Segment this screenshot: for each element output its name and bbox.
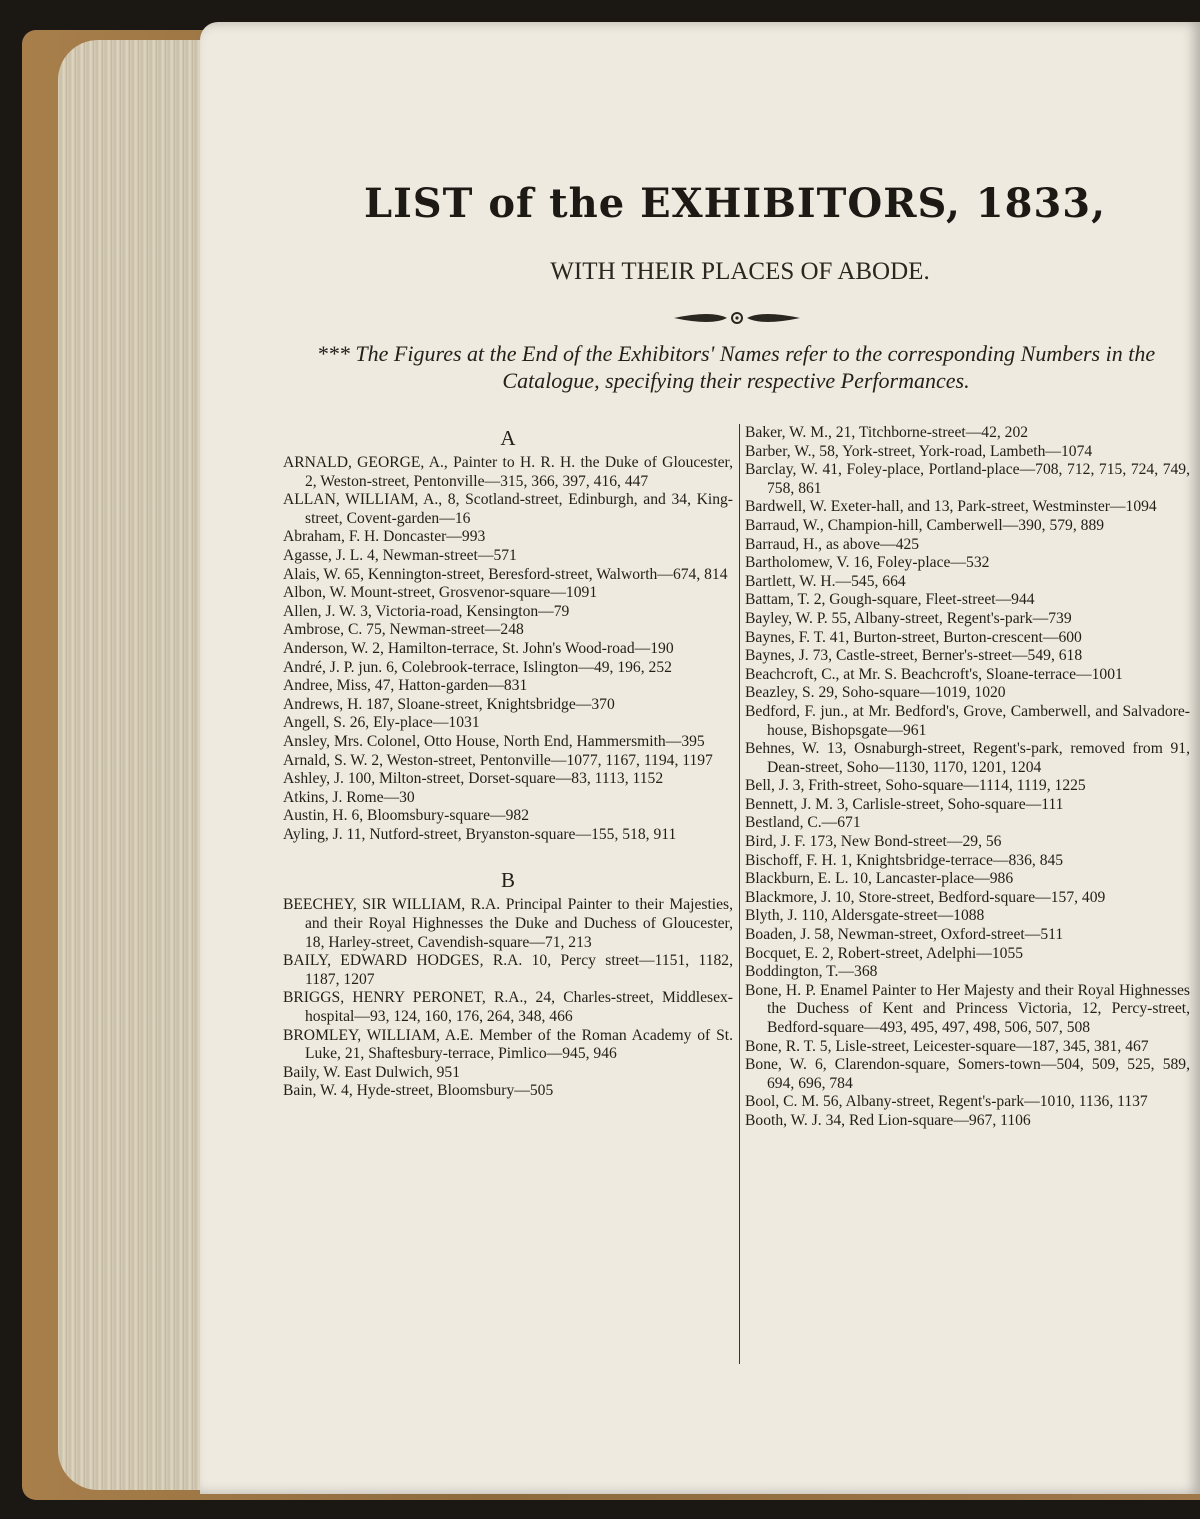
exhibitor-entry: Barber, W., 58, York-street, York-road, Lambeth—1074: [745, 442, 1093, 460]
exhibitor-entry: Bone, W. 6, Clarendon-square, Somers-town—504, 509, 525, 589, 694, 696, 784: [745, 1056, 1190, 1092]
page-title: LIST of the EXHIBITORS, 1833,: [363, 180, 1107, 227]
exhibitor-entry: Baker, W. M., 21, Titchborne-street—42, 202: [745, 424, 1029, 441]
exhibitor-entry: BEECHEY, SIR WILLIAM, R.A. Principal Painter to their Majesties, and their Royal Highnesses the Duke and Duchess of Gloucester, 18, Harley-street, Cavendish-square—71, 213: [283, 896, 733, 951]
exhibitor-entry: Allen, J. W. 3, Victoria-road, Kensington—79: [283, 602, 570, 620]
left-column: [283, 424, 733, 1101]
exhibitor-entry: Agasse, J. L. 4, Newman-street—571: [283, 546, 517, 564]
exhibitor-entry: Bird, J. F. 173, New Bond-street—29, 56: [745, 833, 1002, 851]
exhibitor-entry: Barraud, W., Champion-hill, Camberwell—390, 579, 889: [745, 516, 1105, 534]
exhibitor-entry: Abraham, F. H. Doncaster—993: [283, 528, 486, 546]
exhibitor-entry: Blyth, J. 110, Aldersgate-street—1088: [745, 907, 985, 925]
exhibitor-entry: Blackburn, E. L. 10, Lancaster-place—986: [745, 870, 1014, 888]
exhibitor-entry: Andree, Miss, 47, Hatton-garden—831: [283, 677, 528, 695]
exhibitor-entry: Albon, W. Mount-street, Grosvenor-square—1091: [283, 584, 598, 602]
exhibitor-entry: Barraud, H., as above—425: [745, 535, 920, 553]
exhibitor-entry: Bartholomew, V. 16, Foley-place—532: [745, 554, 990, 572]
exhibitor-entry: Battam, T. 2, Gough-square, Fleet-street—944: [745, 591, 1035, 609]
exhibitor-entry: Bone, H. P. Enamel Painter to Her Majesty and their Royal Highnesses the Duchess of Kent and Princess Victoria, 12, Percy-street, Bedford-square—493, 495, 497, 498, 506, 507, 508: [745, 981, 1190, 1036]
exhibitor-entry: Bocquet, E. 2, Robert-street, Adelphi—1055: [745, 944, 1024, 962]
section-letter-b: B: [500, 868, 515, 893]
exhibitor-entry: ARNALD, GEORGE, A., Painter to H. R. H. the Duke of Gloucester, 2, Weston-street, Pentonville—315, 366, 397, 416, 447: [283, 454, 733, 490]
column-divider: [739, 424, 740, 1364]
exhibitor-entry: Boddington, T.—368: [745, 963, 878, 981]
exhibitor-entry: Ambrose, C. 75, Newman-street—248: [283, 621, 524, 639]
ornament-icon: [672, 308, 802, 328]
exhibitor-entry: Bell, J. 3, Frith-street, Soho-square—1114, 1119, 1225: [745, 777, 1086, 795]
right-column: [745, 424, 1190, 1131]
catalogue-note: *** The Figures at the End of the Exhibitors' Names refer to the corresponding Numbers in the Catalogue, specifying their respective Performances.: [316, 341, 1156, 393]
exhibitor-entry: Bestland, C.—671: [745, 814, 861, 832]
exhibitor-entry: Ayling, J. 11, Nutford-street, Bryanston-square—155, 518, 911: [283, 825, 677, 843]
exhibitor-entry: Baily, W. East Dulwich, 951: [283, 1063, 461, 1081]
exhibitor-entry: André, J. P. jun. 6, Colebrook-terrace, Islington—49, 196, 252: [283, 658, 672, 676]
exhibitor-entry: ALLAN, WILLIAM, A., 8, Scotland-street, Edinburgh, and 34, King-street, Covent-garden—16: [283, 491, 733, 527]
exhibitor-entry: Ashley, J. 100, Milton-street, Dorset-square—83, 1113, 1152: [283, 770, 664, 788]
exhibitor-entry: Barclay, W. 41, Foley-place, Portland-place—708, 712, 715, 724, 749, 758, 861: [745, 461, 1190, 497]
exhibitor-entry: Boaden, J. 58, Newman-street, Oxford-street—511: [745, 926, 1064, 944]
exhibitor-entry: BAILY, EDWARD HODGES, R.A. 10, Percy street—1151, 1182, 1187, 1207: [283, 952, 733, 988]
exhibitor-entry: Anderson, W. 2, Hamilton-terrace, St. John's Wood-road—190: [283, 639, 674, 657]
exhibitor-entry: Bone, R. T. 5, Lisle-street, Leicester-square—187, 345, 381, 467: [745, 1037, 1149, 1055]
exhibitor-entry: Bedford, F. jun., at Mr. Bedford's, Grove, Camberwell, and Salvadore-house, Bishopsgate—961: [745, 702, 1190, 739]
exhibitor-entry: Angell, S. 26, Ely-place—1031: [283, 714, 480, 732]
exhibitor-entry: Bool, C. M. 56, Albany-street, Regent's-park—1010, 1136, 1137: [745, 1093, 1148, 1111]
exhibitor-entry: Alais, W. 65, Kennington-street, Beresford-street, Walworth—674, 814: [283, 565, 728, 583]
section-letter-a: A: [500, 426, 516, 450]
exhibitor-entry: Bayley, W. P. 55, Albany-street, Regent's-park—739: [745, 609, 1072, 627]
page-subtitle: WITH THEIR PLACES OF ABODE.: [550, 258, 930, 285]
exhibitor-entry: Ansley, Mrs. Colonel, Otto House, North End, Hammersmith—395: [283, 732, 705, 750]
exhibitor-entry: Beazley, S. 29, Soho-square—1019, 1020: [745, 684, 1006, 702]
exhibitor-entry: Bischoff, F. H. 1, Knightsbridge-terrace—836, 845: [745, 851, 1064, 869]
exhibitor-entry: Bain, W. 4, Hyde-street, Bloomsbury—505: [283, 1082, 554, 1100]
exhibitor-entry: BROMLEY, WILLIAM, A.E. Member of the Roman Academy of St. Luke, 21, Shaftesbury-terrace, Pimlico—945, 946: [283, 1026, 733, 1063]
exhibitor-entry: Baynes, J. 73, Castle-street, Berner's-street—549, 618: [745, 647, 1083, 665]
exhibitor-entry: Bardwell, W. Exeter-hall, and 13, Park-street, Westminster—1094: [745, 498, 1157, 516]
exhibitor-entry: Arnald, S. W. 2, Weston-street, Pentonville—1077, 1167, 1194, 1197: [283, 751, 713, 769]
exhibitor-entry: Baynes, F. T. 41, Burton-street, Burton-crescent—600: [745, 628, 1082, 646]
exhibitor-entry: BRIGGS, HENRY PERONET, R.A., 24, Charles-street, Middlesex-hospital—93, 124, 160, 176, 264, 348, 466: [283, 989, 733, 1026]
exhibitor-entry: Booth, W. J. 34, Red Lion-square—967, 1106: [745, 1111, 1031, 1129]
exhibitor-entry: Andrews, H. 187, Sloane-street, Knightsbridge—370: [283, 695, 615, 713]
exhibitor-entry: Behnes, W. 13, Osnaburgh-street, Regent's-park, removed from 91, Dean-street, Soho—1130, 1170, 1201, 1204: [745, 740, 1190, 776]
exhibitor-entry: Bartlett, W. H.—545, 664: [745, 572, 906, 590]
exhibitor-entry: Bennett, J. M. 3, Carlisle-street, Soho-square—111: [745, 795, 1064, 813]
exhibitor-entry: Blackmore, J. 10, Store-street, Bedford-square—157, 409: [745, 888, 1106, 906]
exhibitor-entry: Austin, H. 6, Bloomsbury-square—982: [283, 807, 530, 825]
exhibitor-entry: Atkins, J. Rome—30: [283, 788, 415, 806]
exhibitor-entry: Beachcroft, C., at Mr. S. Beachcroft's, Sloane-terrace—1001: [745, 665, 1123, 683]
